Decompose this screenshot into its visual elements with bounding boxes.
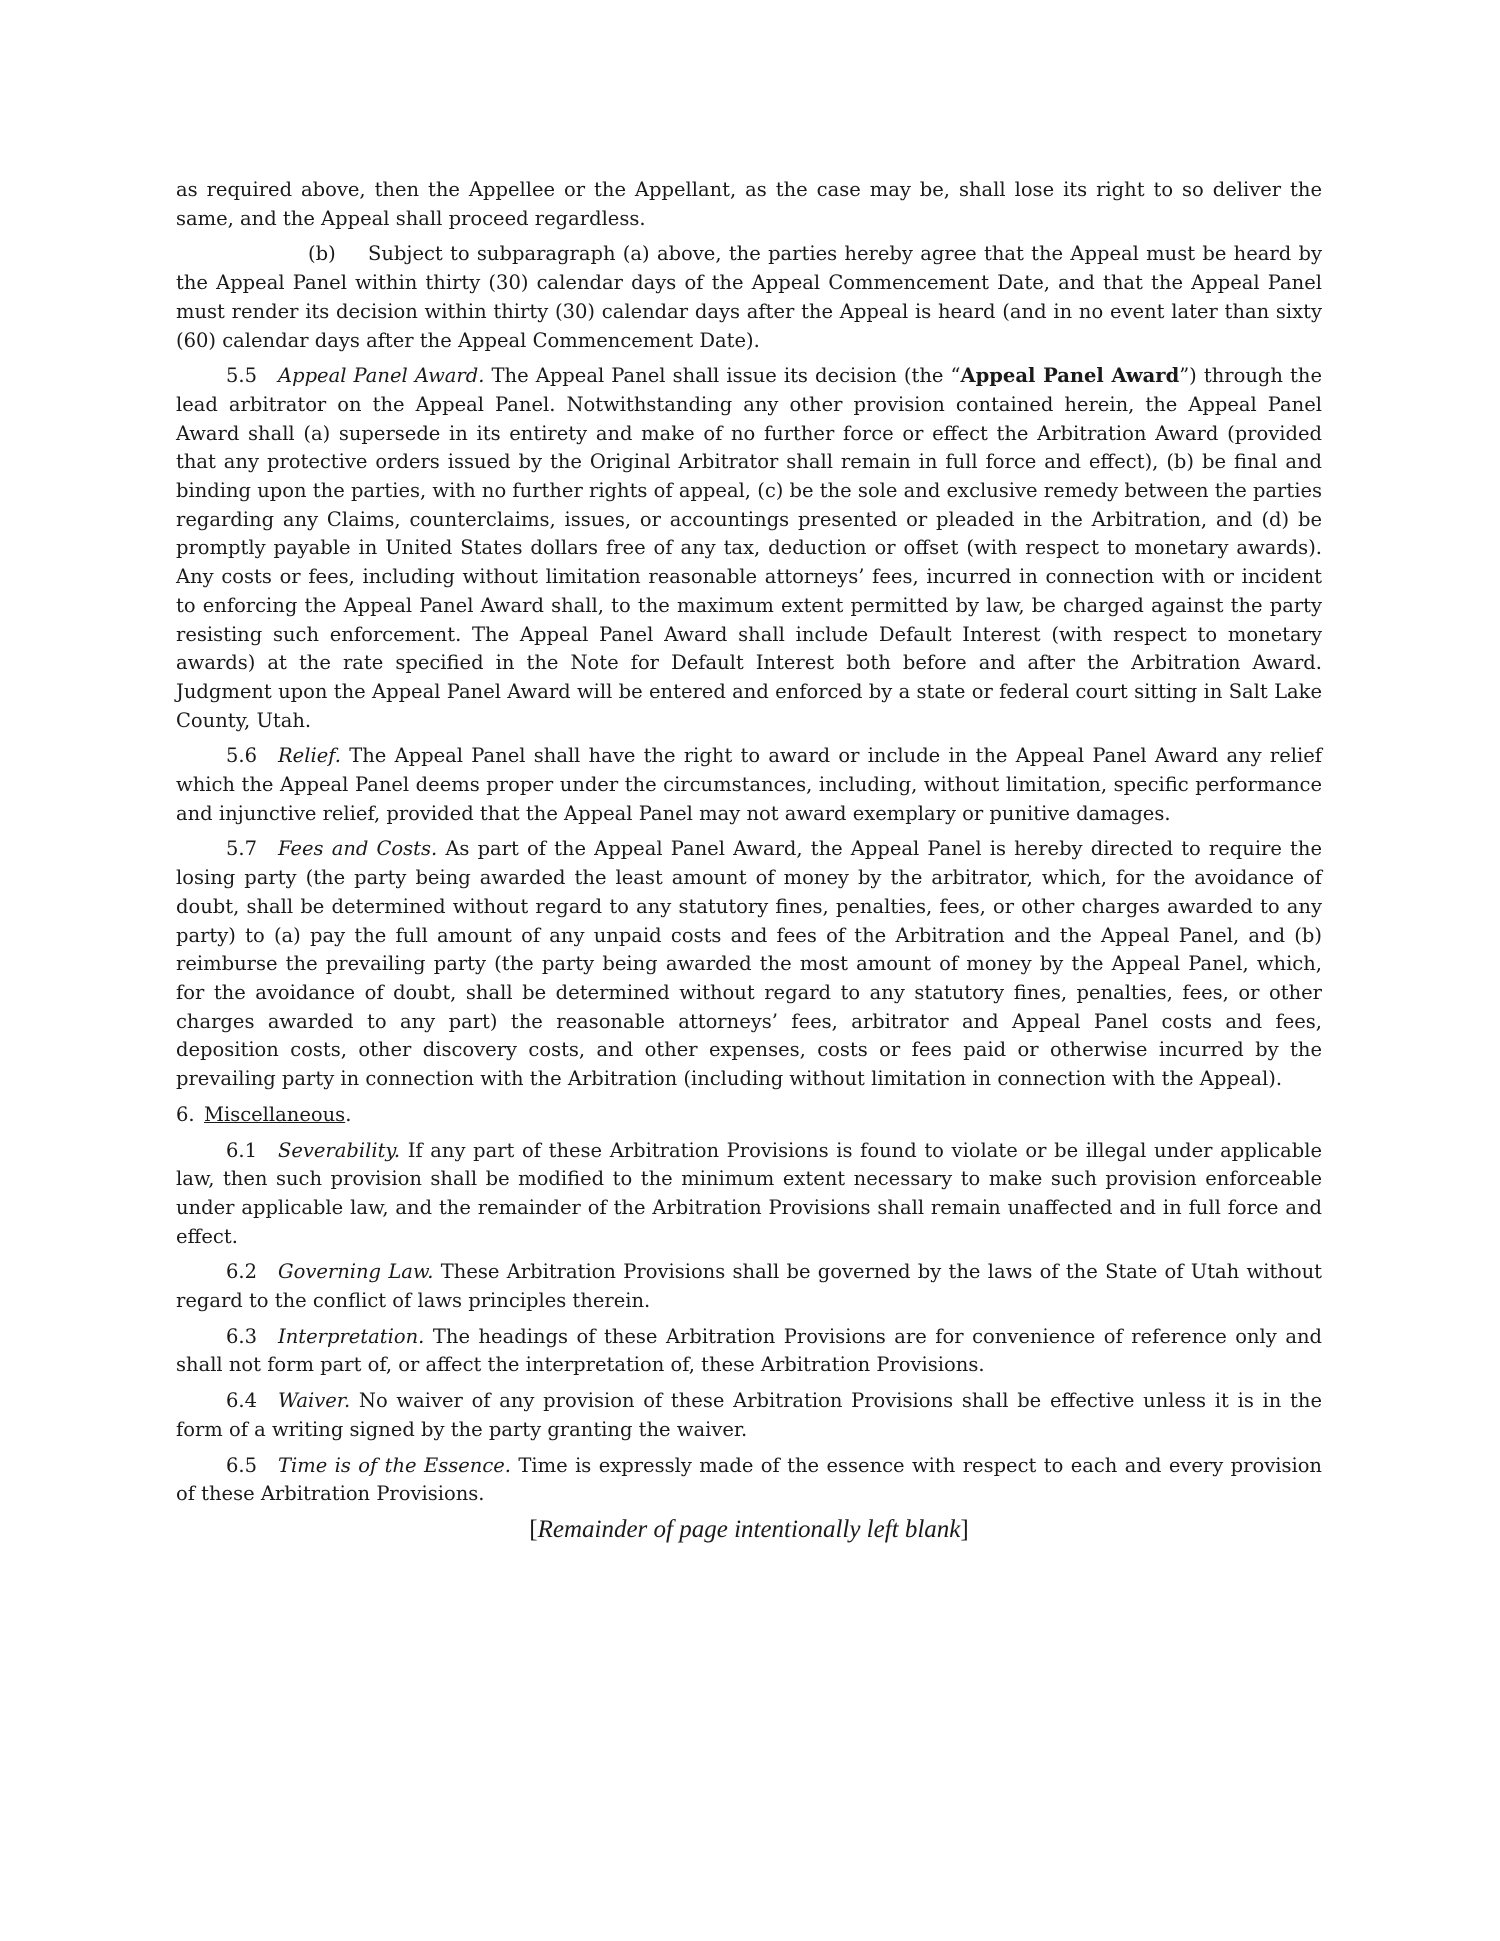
section-caption: Appeal Panel Award.	[278, 364, 485, 388]
section-6-4	[176, 1387, 1322, 1444]
document-page	[176, 176, 1322, 1552]
section-caption: Fees and Costs.	[278, 837, 438, 861]
paragraph-b-text: Subject to subparagraph (a) above, the parties hereby agree that the Appeal must be heard by the Appeal Panel within thirty (30) calendar days of the Appeal Commencement Date, and that the Appeal Panel must render its decision within thirty (30) calendar days after the Appeal is heard (and in no event later than sixty (60) calendar days after the Appeal Commencement Date).	[176, 242, 1322, 352]
remainder-blank-note: [Remainder of page intentionally left blank]	[529, 1515, 969, 1543]
section-5-7	[176, 835, 1322, 1093]
section-number: 5.6	[226, 744, 258, 768]
section-number: 5.5	[226, 364, 258, 388]
section-caption: Severability.	[278, 1138, 401, 1162]
section-caption: Time is of the Essence.	[278, 1453, 511, 1477]
section-6-1	[176, 1137, 1322, 1252]
section-number: 5.7	[226, 837, 258, 861]
paragraph-b-number: (b)	[308, 242, 336, 266]
section-6-heading: 6. Miscellaneous.	[176, 1101, 1322, 1130]
section-5-6	[176, 742, 1322, 828]
section-6-3	[176, 1323, 1322, 1380]
section-text: The headings of these Arbitration Provisions are for convenience of reference only and shall not form part of, or affect the interpretation of, these Arbitration Provisions.	[176, 1324, 1322, 1377]
section-text: As part of the Appeal Panel Award, the Appeal Panel is hereby directed to require the losing party (the party being awarded the least amount of money by the arbitrator, which, for the avoidance of doubt, shall be determined without regard to any statutory fines, penalties, fees, or other charges awarded to any party) to (a) pay the full amount of any unpaid costs and fees of the Arbitration and the Appeal Panel, and (b) reimburse the prevailing party (the party being awarded the most amount of money by the Appeal Panel, which, for the avoidance of doubt, shall be determined without regard to any statutory fines, penalties, fees, or other charges awarded to any part) the reasonable attorneys’ fees, arbitrator and Appeal Panel costs and fees, deposition costs, other discovery costs, and other expenses, costs or fees paid or otherwise incurred by the prevailing party in connection with the Arbitration (including without limitation in connection with the Appeal).	[176, 837, 1322, 1091]
section-6-2	[176, 1258, 1322, 1315]
paragraph-a-continuation: as required above, then the Appellee or the Appellant, as the case may be, shall lose its right to so deliver the same, and the Appeal shall proceed regardless.	[176, 178, 1322, 230]
section-number: 6.1	[226, 1138, 258, 1162]
paragraph-b	[176, 240, 1322, 355]
section-caption: Relief.	[278, 744, 341, 768]
section-6-5	[176, 1452, 1322, 1509]
section-number: 6.2	[226, 1260, 258, 1284]
section-text: No waiver of any provision of these Arbitration Provisions shall be effective unless it is in the form of a writing signed by the party granting the waiver.	[176, 1389, 1322, 1441]
section-5-5: 5.5 Appeal Panel Award. The Appeal Panel shall issue its decision (the “Appeal Panel Award”) through the lead arbitrator on the Appeal Panel. Notwithstanding any other provision contained herein, the Appeal Panel Award shall (a) supersede in its entirety and make of no further force or effect the Arbitration Award (provided that any protective orders issued by the Original Arbitrator shall remain in full force and effect), (b) be final and binding upon the parties, with no further rights of appeal, (c) be the sole and exclusive remedy between the parties regarding any Claims, counterclaims, issues, or accountings presented or pleaded in the Arbitration, and (d) be promptly payable in United States dollars free of any tax, deduction or offset (with respect to monetary awards). Any costs or fees, including without limitation reasonable attorneys’ fees, incurred in connection with or incident to enforcing the Appeal Panel Award shall, to the maximum extent permitted by law, be charged against the party resisting such enforcement. The Appeal Panel Award shall include Default Interest (with respect to monetary awards) at the rate specified in the Note for Default Interest both before and after the Arbitration Award. Judgment upon the Appeal Panel Award will be entered and enforced by a state or federal court sitting in Salt Lake County, Utah.	[176, 364, 1322, 732]
section-number: 6.5	[226, 1453, 258, 1477]
section-number: 6.4	[226, 1389, 258, 1413]
section-number: 6.	[176, 1102, 195, 1126]
section-text: If any part of these Arbitration Provisions is found to violate or be illegal under applicable law, then such provision shall be modified to the minimum extent necessary to make such provision enforceable under applicable law, and the remainder of the Arbitration Provisions shall remain unaffected and in full force and effect.	[176, 1138, 1322, 1248]
section-caption: Governing Law.	[278, 1260, 434, 1284]
section-title: Miscellaneous	[204, 1102, 346, 1126]
section-caption: Interpretation.	[278, 1324, 425, 1348]
section-number: 6.3	[226, 1324, 258, 1348]
section-text: Time is expressly made of the essence with respect to each and every provision of these Arbitration Provisions.	[176, 1453, 1322, 1506]
section-caption: Waiver.	[278, 1389, 351, 1413]
defined-term: Appeal Panel Award	[960, 364, 1180, 388]
section-text: These Arbitration Provisions shall be governed by the laws of the State of Utah without regard to the conflict of laws principles therein.	[176, 1260, 1322, 1313]
section-text: The Appeal Panel shall have the right to award or include in the Appeal Panel Award any relief which the Appeal Panel deems proper under the circumstances, including, without limitation, specific performance and injunctive relief, provided that the Appeal Panel may not award exemplary or punitive damages.	[176, 744, 1323, 825]
